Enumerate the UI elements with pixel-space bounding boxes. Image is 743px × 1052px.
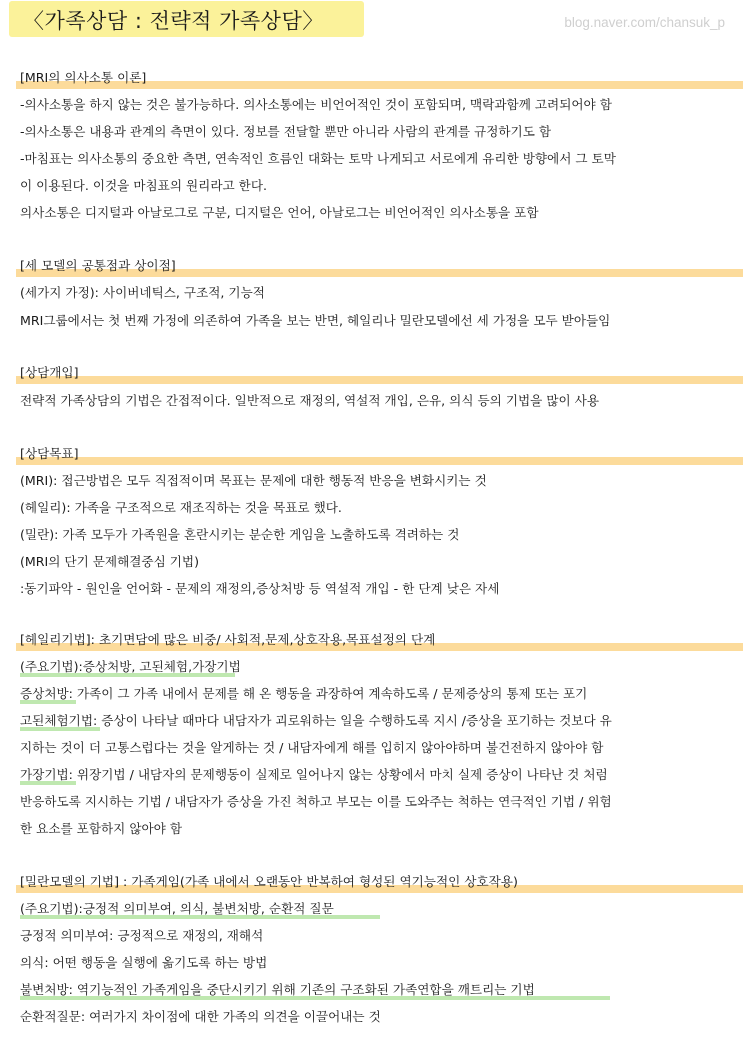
text-line: 가장기법: 위장기법 / 내담자의 문제행동이 실제로 일어나지 않는 상황에서 마치 실제 증상이 나타난 것 처럼 [20, 767, 608, 782]
section-heading: [MRI의 의사소통 이론] [20, 70, 147, 85]
text-line: 순환적질문: 여러가지 차이점에 대한 가족의 의견을 이끌어내는 것 [20, 1009, 381, 1024]
text-line: (MRI의 단기 문제해결중심 기법) [20, 554, 199, 569]
section-heading: [밀란모델의 기법] : 가족게임(가족 내에서 오랜동안 반복하여 형성된 역기능적인 상호작용) [20, 874, 518, 889]
text-line: -마침표는 의사소통의 중요한 측면, 연속적인 흐름인 대화는 토막 나게되고 서로에게 유리한 방향에서 그 토막 [20, 151, 616, 166]
heading-band [16, 376, 743, 384]
text-line: 증상처방: 가족이 그 가족 내에서 문제를 해 온 행동을 과장하여 계속하도록 / 문제증상의 통제 또는 포기 [20, 686, 588, 701]
text-line: (세가지 가정): 사이버네틱스, 구조적, 기능적 [20, 285, 265, 300]
text-line: 긍정적 의미부여: 긍정적으로 재정의, 재해석 [20, 928, 264, 943]
text-line: 불변처방: 역기능적인 가족게임을 중단시키기 위해 기존의 구조화된 가족연합을 깨트리는 기법 [20, 982, 535, 997]
text-line: -의사소통은 내용과 관계의 측면이 있다. 정보를 전달할 뿐만 아니라 사람의 관계를 규정하기도 함 [20, 124, 552, 139]
section-heading: [세 모델의 공통점과 상이점] [20, 258, 176, 273]
text-line: (MRI): 접근방법은 모두 직접적이며 목표는 문제에 대한 행동적 반응을 변화시키는 것 [20, 473, 487, 488]
text-line: 반응하도록 지시하는 기법 / 내담자가 증상을 가진 척하고 부모는 이를 도와주는 척하는 연극적인 기법 / 위험 [20, 794, 612, 809]
section-heading: [상담목표] [20, 446, 79, 461]
section-heading: [헤일리기법]: 초기면담에 많은 비중/ 사회적,문제,상호작용,목표설정의 단계 [20, 632, 436, 647]
text-line: MRI그룹에서는 첫 번째 가정에 의존하여 가족을 보는 반면, 헤일리나 밀란모델에선 세 가정을 모두 받아들임 [20, 313, 611, 328]
text-line: 고된체험기법: 증상이 나타날 때마다 내담자가 괴로워하는 일을 수행하도록 지시 /증상을 포기하는 것보다 유 [20, 713, 612, 728]
section-heading: [상담개입] [20, 365, 79, 380]
text-line: 전략적 가족상담의 기법은 간접적이다. 일반적으로 재정의, 역설적 개입, 은유, 의식 등의 기법을 많이 사용 [20, 393, 600, 408]
title-highlight [9, 1, 364, 37]
heading-band [16, 457, 743, 465]
text-line: :동기파악 - 원인을 언어화 - 문제의 재정의,증상처방 등 역설적 개입 - 한 단계 낮은 자세 [20, 581, 500, 596]
text-line: 한 요소를 포함하지 않아야 함 [20, 821, 182, 836]
text-line: (밀란): 가족 모두가 가족원을 혼란시키는 분순한 게임을 노출하도록 격려하는 것 [20, 527, 460, 542]
text-line: 지하는 것이 더 고통스럽다는 것을 알게하는 것 / 내담자에게 해를 입히지 않아야하며 불건전하지 않아야 함 [20, 740, 604, 755]
text-line: 이 이용된다. 이것을 마침표의 원리라고 한다. [20, 178, 268, 193]
text-line: (헤일리): 가족을 구조적으로 재조직하는 것을 목표로 했다. [20, 500, 342, 515]
text-line: (주요기법):증상처방, 고된체험,가장기법 [20, 659, 241, 674]
page-title: 〈가족상담 : 전략적 가족상담〉 [23, 9, 324, 33]
watermark: blog.naver.com/chansuk_p [564, 15, 725, 30]
text-line: 의사소통은 디지털과 아날로그로 구분, 디지털은 언어, 아날로그는 비언어적인 의사소통을 포함 [20, 205, 539, 220]
text-line: -의사소통을 하지 않는 것은 불가능하다. 의사소통에는 비언어적인 것이 포함되며, 맥락과함께 고려되어야 함 [20, 97, 612, 112]
text-line: (주요기법):긍정적 의미부여, 의식, 불변처방, 순환적 질문 [20, 901, 334, 916]
text-line: 의식: 어떤 행동을 실행에 옮기도록 하는 방법 [20, 955, 268, 970]
